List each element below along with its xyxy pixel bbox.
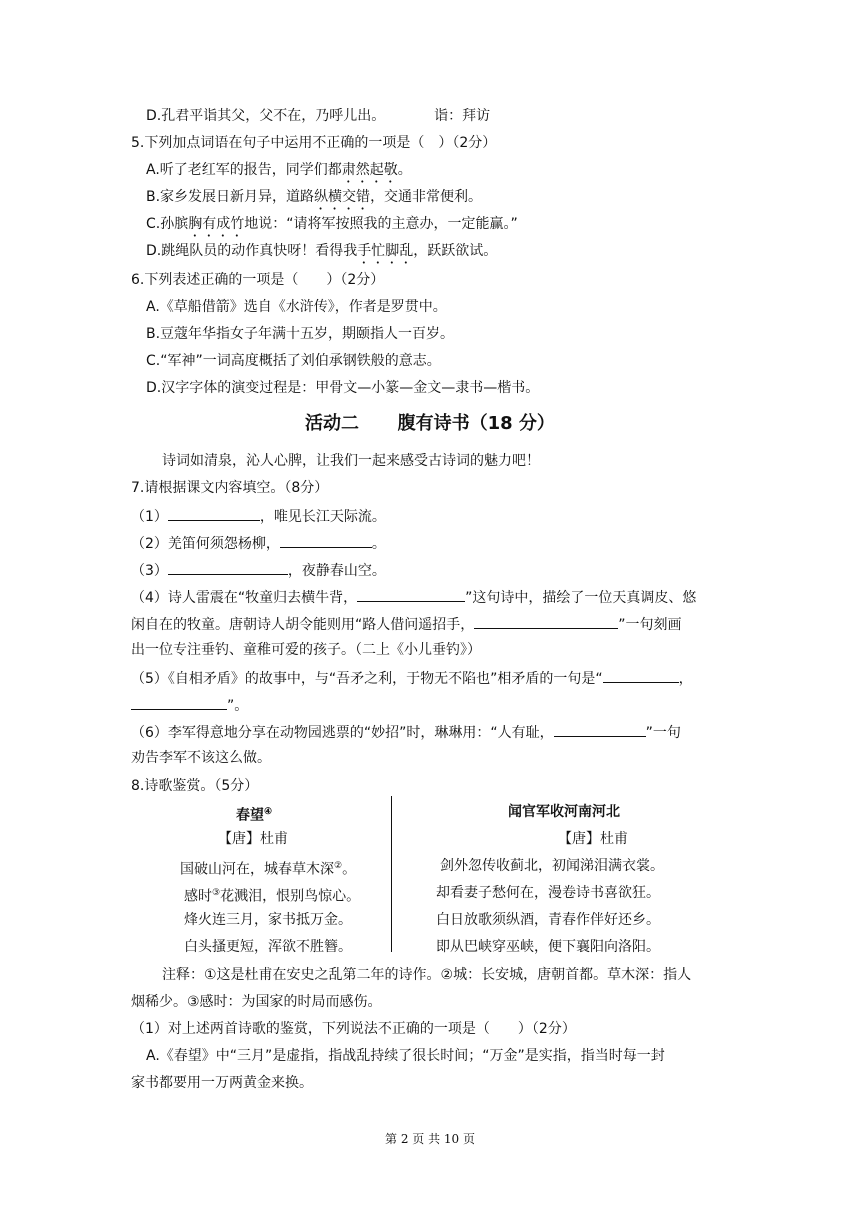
answer-blank — [131, 694, 227, 710]
q5-option-a: A.听了老红军的报告，同学们都肃然起敬。 — [146, 162, 412, 178]
q6-option-a: A.《草船借箭》选自《水浒传》，作者是罗贯中。 — [146, 299, 447, 315]
q7-item-5-line1: （5）《自相矛盾》的故事中，与“吾矛之利，于物无不陷也”相矛盾的一句是“ ， — [131, 667, 693, 689]
page-footer: 第 2 页 共 10 页 — [385, 1132, 475, 1146]
q8-sub1-option-a-line2: 家书都要用一万两黄金来换。 — [131, 1075, 313, 1091]
answer-blank — [357, 586, 465, 602]
poem-notes-line1: 注释：①这是杜甫在安史之乱第二年的诗作。②城：长安城，唐朝首都。草木深：指人 — [162, 967, 692, 983]
answer-blank — [168, 559, 288, 575]
answer-blank — [474, 613, 618, 629]
answer-blank — [554, 721, 646, 737]
poem1-author: 【唐】杜甫 — [218, 831, 288, 847]
q7-item-2: （2）羌笛何须怨杨柳， 。 — [131, 532, 386, 554]
answer-blank — [603, 667, 679, 683]
q5-stem: 5.下列加点词语在句子中运用不正确的一项是（ ）（2分） — [131, 135, 497, 151]
poem-divider — [391, 796, 392, 952]
intro-text: 诗词如清泉，沁人心脾，让我们一起来感受古诗词的魅力吧！ — [162, 453, 540, 469]
q7-item-5-line2: ”。 — [131, 694, 248, 716]
activity-heading — [0, 412, 860, 436]
poem1-title: 春望④ — [236, 807, 273, 824]
poem2-line3: 白日放歌须纵酒，青春作伴好还乡。 — [436, 912, 660, 928]
poem1-line3: 烽火连三月，家书抵万金。 — [184, 912, 352, 928]
poem1-line4: 白头搔更短，浑欲不胜簪。 — [184, 939, 352, 955]
q8-stem: 8.诗歌鉴赏。（5分） — [131, 778, 259, 794]
q7-stem: 7.请根据课文内容填空。（8分） — [131, 480, 329, 496]
activity-title: 腹有诗书（18 分） — [397, 413, 555, 434]
q8-sub1-option-a-line1: A.《春望》中“三月”是虚指，指战乱持续了很长时间；“万金”是实指，指当时每一封 — [146, 1048, 665, 1064]
q7-item-4-line3: 出一位专注垂钓、童稚可爱的孩子。（二上《小儿垂钓》） — [131, 642, 481, 658]
q8-sub1-stem: （1）对上述两首诗歌的鉴赏，下列说法不正确的一项是（ ）（2分） — [131, 1021, 576, 1037]
answer-blank — [280, 532, 372, 548]
q6-option-c: C.“军神”一词高度概括了刘伯承钢铁般的意志。 — [146, 353, 441, 369]
q4-gloss: 诣：拜访 — [434, 108, 491, 124]
activity-name: 活动二 — [305, 413, 360, 434]
poem2-author: 【唐】杜甫 — [558, 831, 628, 847]
q4-option-d: D.孔君平诣其父，父不在，乃呼儿出。 诣：拜访 — [146, 108, 491, 124]
q7-item-6-line1: （6）李军得意地分享在动物园逃票的“妙招”时，琳琳用：“人有耻， ”一句 — [131, 721, 681, 743]
q6-option-d: D.汉字字体的演变过程是：甲骨文—小篆—金文—隶书—楷书。 — [146, 380, 540, 396]
poem2-line1: 剑外忽传收蓟北，初闻涕泪满衣裳。 — [440, 858, 664, 874]
q5-option-d: D.跳绳队员的动作真快呀！看得我手忙脚乱，跃跃欲试。 — [146, 243, 498, 259]
poem2-line4: 即从巴峡穿巫峡，便下襄阳向洛阳。 — [436, 939, 660, 955]
answer-blank — [168, 505, 260, 521]
q7-item-4-line2: 闲自在的牧童。唐朝诗人胡令能则用“路人借问遥招手， ”一句刻画 — [131, 613, 682, 635]
q7-item-3: （3） ，夜静春山空。 — [131, 559, 386, 581]
q6-option-b: B.豆蔻年华指女子年满十五岁，期颐指人一百岁。 — [146, 326, 455, 342]
poem2-line2: 却看妻子愁何在，漫卷诗书喜欲狂。 — [436, 885, 660, 901]
poem-notes-line2: 烟稀少。③感时：为国家的时局而感伤。 — [131, 994, 382, 1010]
poem2-title: 闻官军收河南河北 — [508, 804, 620, 820]
q6-stem: 6.下列表述正确的一项是（ ）（2分） — [131, 272, 385, 288]
poem1-line1: 国破山河在，城春草木深②。 — [180, 861, 357, 878]
q5-option-b: B.家乡发展日新月异，道路纵横交错，交通非常便利。 — [146, 189, 483, 205]
q7-item-4-line1: （4）诗人雷震在“牧童归去横牛背， ”这句诗中，描绘了一位天真调皮、悠 — [131, 586, 696, 608]
q7-item-6-line2: 劝告李军不该这么做。 — [131, 750, 271, 766]
q7-item-1: （1） ，唯见长江天际流。 — [131, 505, 386, 527]
q5-option-c: C.孙膑胸有成竹地说：“请将军按照我的主意办，一定能赢。” — [146, 216, 518, 232]
poem1-line2: 感时③花溅泪，恨别鸟惊心。 — [184, 888, 361, 905]
